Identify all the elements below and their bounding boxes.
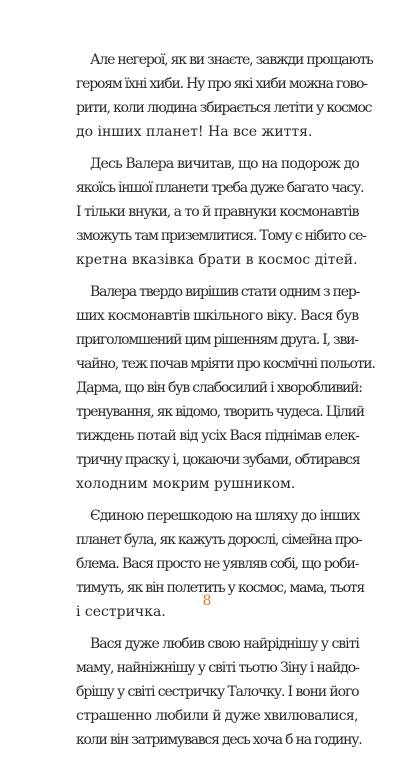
paragraph bbox=[62, 632, 362, 752]
text-line: тричну праску і, цокаючи зубами, обтирався bbox=[76, 452, 360, 468]
text-line: тимуть, як він полетить у космос, мама, тьотя bbox=[76, 580, 364, 596]
paragraph bbox=[62, 48, 373, 144]
text-line: коли він затримувався десь хоча б на годину. bbox=[76, 732, 362, 748]
text-line: тиждень потай від усіх Вася піднімав елек- bbox=[76, 428, 359, 444]
page-number: 8 bbox=[202, 593, 212, 609]
text-line: Вася дуже любив свою найріднішу у світі bbox=[90, 636, 359, 652]
text-line: ших космонавтів шкільного віку. Вася був bbox=[76, 308, 359, 324]
text-line: планет була, як кажуть дорослі, сімейна про- bbox=[76, 532, 362, 548]
paragraph bbox=[62, 152, 366, 272]
text-line: кретна вказівка брати в космос дітей. bbox=[76, 252, 358, 268]
text-line: страшенно любили й дуже хвилювалися, bbox=[76, 708, 358, 724]
text-line: І тільки внуки, а то й правнуки космонавтів bbox=[76, 204, 359, 220]
text-line: Валера твердо вирішив стати одним з пер- bbox=[90, 284, 360, 300]
text-line: тренування, як відомо, творить чудеса. Цілий bbox=[76, 404, 364, 420]
text-line: приголомшений цим рішенням друга. І, зви- bbox=[76, 332, 358, 348]
text-line: зможуть там приземлитися. Тому є нібито се- bbox=[76, 228, 366, 244]
text-line: героям їхні хиби. Ну про які хиби можна гово- bbox=[76, 76, 367, 92]
text-line: Десь Валера вичитав, що на подорож до bbox=[90, 156, 359, 172]
text-line: до інших планет! На все життя. bbox=[76, 124, 313, 140]
text-line: якоїсь іншої планети треба дуже багато часу. bbox=[76, 180, 364, 196]
text-line: Дарма, що він був слабосилий і хворобливий: bbox=[76, 380, 362, 396]
text-line: брішу у світі сестричку Талочку. І вони його bbox=[76, 684, 359, 700]
text-line: холодним мокрим рушником. bbox=[76, 476, 296, 492]
book-page bbox=[62, 48, 375, 760]
paragraph bbox=[62, 280, 375, 496]
text-line: і сестричка. bbox=[76, 604, 166, 620]
text-line: блема. Вася просто не уявляв собі, що роби- bbox=[76, 556, 359, 572]
text-line: рити, коли людина збирається летіти у космос bbox=[76, 100, 372, 116]
text-line: маму, найніжнішу у світі тьотю Зіну і найдо- bbox=[76, 660, 359, 676]
text-line: Але негерої, як ви знаєте, завжди прощають bbox=[90, 52, 373, 68]
text-line: чайно, теж почав мріяти про космічні польоти. bbox=[76, 356, 375, 372]
text-line: Єдиною перешкодою на шляху до інших bbox=[90, 508, 360, 524]
